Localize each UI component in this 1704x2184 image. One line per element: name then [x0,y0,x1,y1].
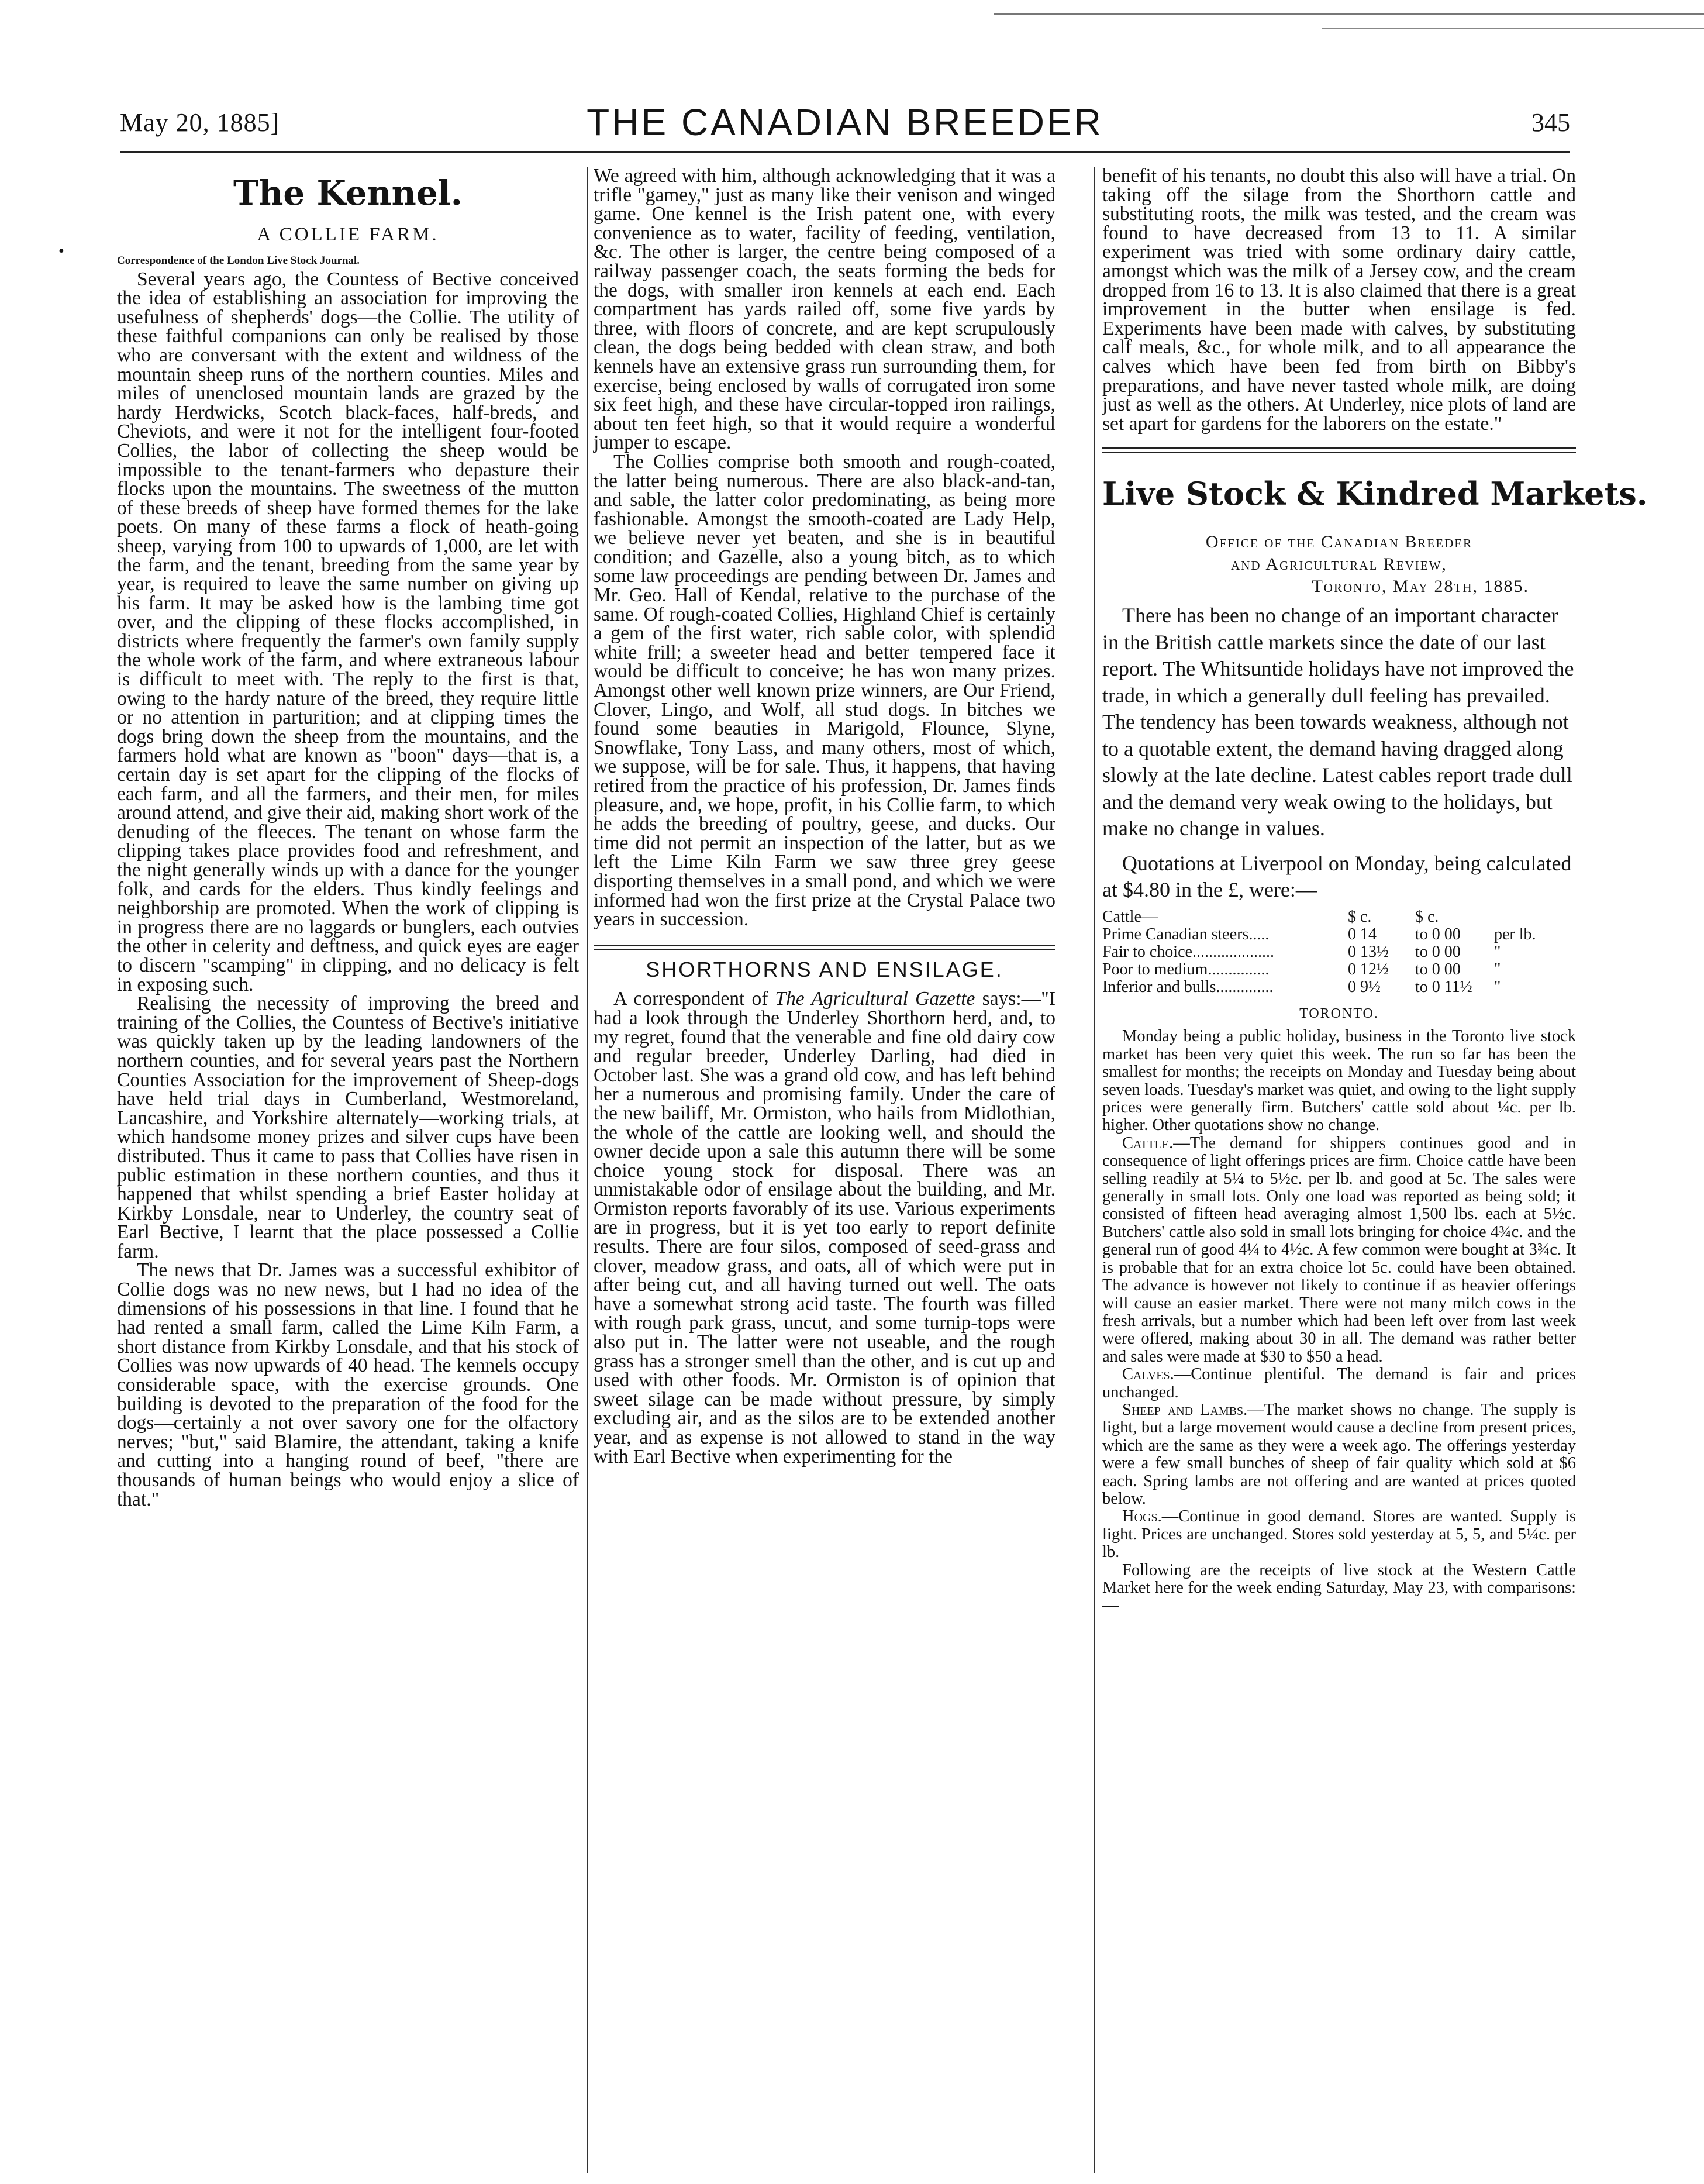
paragraph: Monday being a public holiday, business in the Toronto live stock market has been very quiet this week. The run so far has been the smallest for months; the receipts on Monday and Tuesday being about seven loads. Tuesday's market was quiet, and owing to the light supply prices were generally firm. Butchers' cattle sold about ¼c. per lb. higher. Other quotations show no change. [1102,1027,1576,1135]
column-divider [1094,167,1095,2173]
paragraph [1102,1508,1576,1561]
article-title-shorthorns: SHORTHORNS AND ENSILAGE. [646,957,1003,981]
article-title-collie-farm: A COLLIE FARM. [257,224,439,245]
paragraph: The news that Dr. James was a successful exhibitor of Collie dogs was no new news, but I had no idea of the dimensions of his possessions in that line. I found that he had rented a small farm, called the Lime Kiln Farm, a short distance from Kirkby Lonsdale, and that his stock of Collies was now upwards of 40 head. The kennels occupy considerable space, with the exercise grounds. One building is devoted to the preparation of the food for the dogs—certainly a not over savory one for the olfactory nerves; "but," said Blamire, the attendant, taking a knife and cutting into a hanging round of beef, "there are thousands of human beings who would enjoy a slice of that." [117,1259,579,1510]
table-header [1102,908,1576,926]
page-number: 345 [1531,108,1570,137]
paragraph-body: —The demand for shippers continues good and in consequence of light offerings prices are firm. Choice cattle have been selling readily at 5¼ to 5½c. per lb. and good at 5c. The sales were generally in small lots. Only one load was reported as being sold; it consisted of fifteen head averaging almost 1,500 lbs. each at 5½c. Butchers' cattle also sold in small lots bringing for choice 4¾c. and the general run of good 4¼ to 4½c. A few common were bought at 3¾c. It is probable that for an extra choice lot 5c. could have been obtained. The advance is however not likely to continue if as heavier offerings will cause an easier market. There were not many milch cows in the fresh arrivals, but a number which had been left over from last week were offered, making about 30 in all. The demand was rather better and sales were made at $30 to $50 a head. [1102,1134,1576,1366]
run-in-label: Sheep and Lambs. [1122,1400,1248,1419]
paragraph: We agreed with him, although acknowledging that it was a trifle "gamey," just as many like their venison and winged game. One kennel is the Irish patent one, with every convenience as to water, facility of feeding, ventilation, &c. The other is larger, the centre being composed of a railway passenger coach, the seats forming the beds for the dogs, with smaller iron kennels at each end. Each compartment has yards railed off, some five yards by three, with floors of concrete, and are kept scrupulously clean, the dogs being bedded with clean straw, and both kennels have an extensive grass run surrounding them, for exercise, being enclosed by walls of corrugated iron some six feet high, and these have circular-topped iron railings, about ten feet high, so that it would require a wonderful jumper to escape. [594,165,1055,454]
paragraph-body: —Continue plentiful. The demand is fair and prices unchanged. [1102,1365,1576,1401]
table-cell: $ c. [1348,907,1372,926]
table-cell: " [1494,960,1501,979]
table-cell: 0 14 [1348,925,1377,943]
section-heading-kennel: The Kennel. [233,173,463,213]
table-row [1102,961,1576,979]
paragraph [1102,1366,1576,1401]
column-3 [1102,165,1648,2173]
paragraph: There has been no change of an important character in the British cattle markets since the date of our last report. The Whitsuntide holidays have not improved the trade, in which a generally dull feeling has prevailed. The tendency has been towards weakness, although not to a quotable extent, the demand having dragged along slowly at the late decline. Latest cables report trade dull and the demand very weak owing to the holidays, but make no change in values. [1102,604,1574,840]
table-cell: 0 9½ [1348,977,1381,996]
table-cell: Poor to medium............... [1102,960,1270,979]
table-row [1102,943,1576,961]
paragraph: Following are the receipts of live stock at the Western Cattle Market here for the week ending Saturday, May 23, with comparisons:— [1102,1561,1576,1615]
paragraph: Several years ago, the Countess of Bective conceived the idea of establishing an association for improving the usefulness of shepherds' dogs—the Collie. The utility of these faithful companions can only be realised by those who are conversant with the extent and wildness of the mountain sheep runs of the northern counties. Miles and miles of unenclosed mountain lands are grazed by the hardy Herdwicks, Scotch black-faces, half-breds, and Cheviots, and were it not for the intelligent four-footed Collies, the labor of collecting the sheep would be impossible to the tenant-farmers who depasture their flocks upon the mountains. The sweetness of the mutton of these breeds of sheep have formed themes for the lake poets. On many of these farms a flock of heath-going sheep, varying from 100 to upwards of 1,000, are let with the farm, and the tenant, breeding from the same year by year, is required to leave the same number on giving up his farm. It may be asked how is the lambing time got over, and the clipping of these flocks accomplished, in districts where frequently the farmer's own family supply the whole work of the farm, and where extraneous labour is difficult to meet with. The reply to the first is that, owing to the hardy nature of the breed, they require little or no attention in parturition; and at clipping times the dogs bring down the sheep from the mountains, and the farmers hold what are known as "boon" days—that is, a certain day is set apart for the clipping of the flocks of each farm, and all the farmers, and their men, for miles around attend, and give their aid, making short work of the denuding of the fleeces. The tenant on whose farm the clipping takes place provides food and refreshment, and the night generally winds up with a dance for the younger folk, and cards for the elders. Thus kindly feelings and neighborship are promoted. When the work of clipping is in progress there are no laggards or bunglers, each outvies the other in celerity and deftness, and quick eyes are eager to discern "scamping" in clipping, and no delicacy is felt in exposing such. [117,268,579,995]
masthead-title: THE CANADIAN BREEDER [587,101,1103,143]
article-credit: Correspondence of the London Live Stock Journal. [117,254,360,267]
paragraph: The Collies comprise both smooth and rough-coated, the latter being numerous. There are also black-and-tan, and sable, the latter color predominating, as being more fashionable. Amongst the smooth-coated are Lady Help, we believe never yet beaten, and she is in beautiful condition; and Gazelle, also a young bitch, as to which some law proceedings are pending between Dr. James and Mr. Geo. Hall of Kendal, relative to the purchase of the same. Of rough-coated Collies, Highland Chief is certainly a gem of the first water, rich sable color, with splendid white frill; a sweeter head and better tempered face it would be difficult to conceive; he has won many prizes. Amongst other well known prize winners, are Our Friend, Clover, Lingo, and Wolf, all stud dogs. In bitches we found some beauties in Marigold, Flounce, Slyne, Snowflake, Tony Lass, and many others, most of which, we suppose, will be for sale. Thus, it happens, that having retired from the practice of his profession, Dr. James finds pleasure, and, we hope, profit, in his Collie farm, to which he adds the breeding of poultry, geese, and ducks. Our time did not permit an inspection of the latter, but as we left the Lime Kiln Farm we saw three grey geese disporting themselves in a small pond, and which we were informed had won the first prize at the Crystal Palace two years in succession. [594,450,1055,931]
margin-dot: • [58,242,64,260]
office-line: and Agricultural Review, [1231,554,1447,574]
paragraph-intro: A correspondent of [613,988,775,1010]
table-cell: Inferior and bulls.............. [1102,977,1274,996]
section-rule [594,945,1055,950]
table-cell: to 0 00 [1415,960,1461,979]
top-rule [994,13,1704,15]
table-cell: to 0 00 [1415,942,1461,961]
table-cell: Fair to choice.................... [1102,942,1274,961]
table-cell: $ c. [1415,907,1439,926]
section-rule [1102,447,1576,453]
paragraph-body: says:—"I had a look through the Underley Shorthorn herd, and, to my regret, found that the venerable and fine old dairy cow and regular breeder, Underley Darling, had died in October last. She was a grand old cow, and has left behind her a numerous and promising family. Under the care of the new bailiff, Mr. Ormiston, who hails from Midlothian, the whole of the cattle are looking well, and should the owner decide upon a sale this autumn there will be some choice young stock for disposal. There was an unmistakable odor of ensilage about the building, and Mr. Ormiston reports favorably of its use. Various experiments are in progress, but it is yet too early to report definite results. There are four silos, composed of seed-grass and clover, meadow grass, and oats, all of which were put in after being cut, and all having turned out well. The oats have a somewhat strong acid taste. The fourth was filled with rough park grass, uncut, and some turnip-tops were also put in. The latter were not useable, and the rough grass has a stronger smell than the other, and is cut up and used with other foods. Mr. Ormiston is of opinion that sweet silage can be made without pressure, by simply excluding air, and as the silos are to be extended another year, and as expense is not allowed to stand in the way with Earl Bective when experimenting for the [594,988,1055,1468]
table-row [1102,926,1576,943]
run-in-label: Hogs. [1122,1507,1162,1526]
table-cell: " [1494,942,1501,961]
table-cell: to 0 11½ [1415,977,1472,996]
column-1 [117,167,579,2173]
office-line: Office of the Canadian Breeder [1205,532,1473,552]
paragraph [1102,1135,1576,1366]
run-in-label: Cattle. [1122,1134,1174,1152]
table-cell: 0 12½ [1348,960,1389,979]
dateline: Toronto, May 28th, 1885. [1312,577,1529,597]
journal-name: The Agricultural Gazette [775,988,975,1010]
run-in-label: Calves. [1122,1365,1174,1384]
table-cell: " [1494,977,1501,996]
issue-date: May 20, 1885] [120,108,280,137]
paragraph-body: —The market shows no change. The supply is light, but a large movement would cause a decline from present prices, which are the same as they were a week ago. The offerings yesterday were a few small bunches of sheep of fair quality which sold at $6 each. Spring lambs are not offering and are wanted at prices quoted below. [1102,1400,1577,1508]
section-heading-markets: Live Stock & Kindred Markets. [1102,475,1648,513]
table-cell: to 0 00 [1415,925,1461,943]
paragraph-body: —Continue in good demand. Stores are wanted. Supply is light. Prices are unchanged. Stores sold yesterday at 5, 5, and 5¼c. per lb. [1102,1507,1576,1562]
table-row [1102,979,1576,996]
quotations-table [1102,908,1576,996]
paragraph: benefit of his tenants, no doubt this also will have a trial. On taking off the silage from the Shorthorn cattle and substituting roots, the milk was tested, and the cream was found to have decreased from 13 to 11. A similar experiment was tried with some ordinary dairy cattle, amongst which was the milk of a Jersey cow, and the cream dropped from 16 to 13. It is also claimed that there is a great improvement in the butter when ensilage is fed. Experiments have been made with calves, by substituting calf meals, &c., for whole milk, and to all appearance the calves which have been fed from birth on Bibby's preparations, and have never tasted whole milk, are doing just as well as the others. At Underley, nice plots of land are set apart for gardens for the laborers on the estate." [1102,165,1576,435]
paragraph [1102,1401,1576,1508]
paragraph: Realising the necessity of improving the breed and training of the Collies, the Countess of Bective's initiative was quickly taken up by the leading landowners of the northern counties, and for several years past the Northern Counties Association for the improvement of Sheep-dogs have held trial days in Cumberland, Westmoreland, Lancashire, and Yorkshire alternately—working trials, at which handsome money prizes and silver cups have been distributed. Thus it came to pass that Collies have risen in public estimation in these northern counties, and thus it happened that whilst spending a brief Easter holiday at Kirkby Lonsdale, near to Underley, the country seat of Earl Bective, I learnt that the place possessed a Collie farm. [117,993,579,1262]
column-divider [587,167,588,2173]
subheading-toronto: TORONTO. [1299,1005,1379,1021]
page-header [120,101,1570,147]
table-cell: 0 13½ [1348,942,1389,961]
paragraph: Quotations at Liverpool on Monday, being calculated at $4.80 in the £, were:— [1102,851,1572,902]
table-cell: Cattle— [1102,907,1158,926]
top-rule-short [1322,28,1704,29]
table-cell: Prime Canadian steers..... [1102,925,1270,943]
column-2 [594,167,1055,2173]
table-cell: per lb. [1494,925,1536,943]
paragraph [594,990,1055,1466]
table-cell [1494,908,1541,926]
header-rule [120,151,1570,153]
